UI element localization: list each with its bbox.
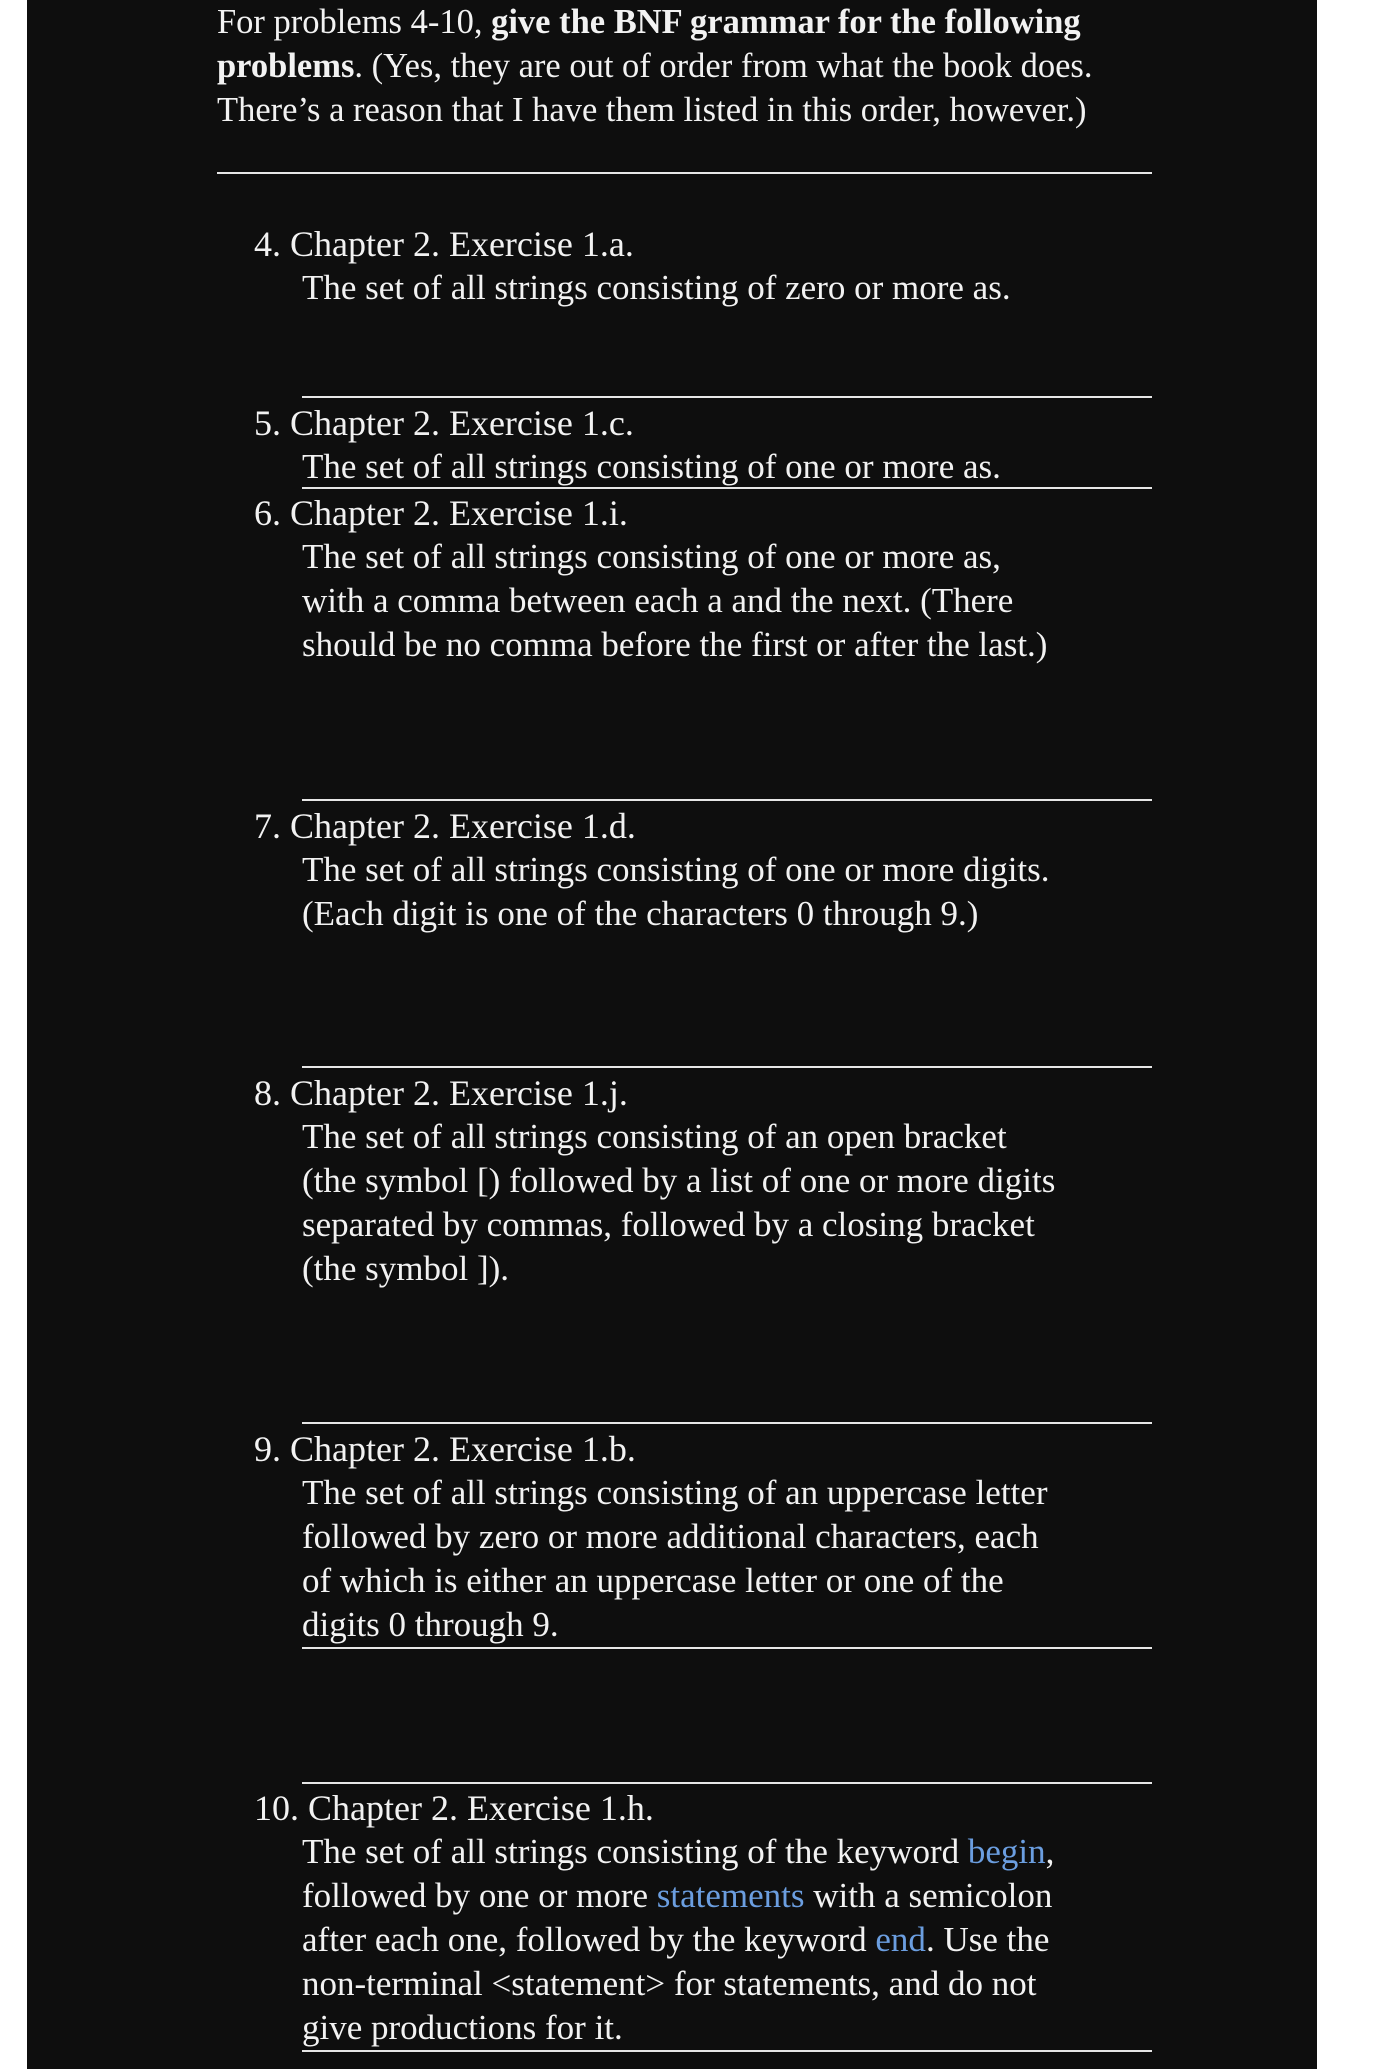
problem-6-heading: 6. Chapter 2. Exercise 1.i.	[254, 493, 628, 533]
problem-8-heading: 8. Chapter 2. Exercise 1.j.	[254, 1073, 628, 1113]
keyword-statements: statements	[656, 1876, 805, 1915]
answer-line-9	[302, 1647, 1152, 1649]
answer-line-intro	[217, 172, 1152, 174]
problem-10-heading: 10. Chapter 2. Exercise 1.h.	[254, 1788, 654, 1828]
problem-5-heading: 5. Chapter 2. Exercise 1.c.	[254, 403, 634, 443]
answer-line-8	[302, 1422, 1152, 1424]
answer-line-10	[302, 2050, 1152, 2052]
instructions-rest: . (Yes, they are out of order from what the book does. There’s a reason that I have them listed in this order, however.)	[217, 47, 1093, 129]
answer-line-9b	[302, 1782, 1152, 1784]
instructions-lead: For problems 4-10,	[217, 3, 492, 41]
problem-5-description: The set of all strings consisting of one or more as.	[302, 447, 1001, 486]
problem-9-description: The set of all strings consisting of an uppercase letter followed by zero or more additional characters, each of which is either an uppercase letter or one of the digits 0 through 9.	[302, 1473, 1048, 1644]
keyword-begin: begin	[967, 1832, 1046, 1871]
problem-10-description: The set of all strings consisting of the keyword begin, followed by one or more statements with a semicolon after each one, followed by the keyword end. Use the non-terminal <statement> for statements, and do not give productions for it.	[302, 1832, 1055, 2047]
problem-4-heading: 4. Chapter 2. Exercise 1.a.	[254, 224, 634, 264]
problem-4-description: The set of all strings consisting of zero or more as.	[302, 268, 1011, 307]
instructions-bold: give the BNF grammar for the following problems	[217, 3, 1081, 85]
answer-line-5	[302, 487, 1152, 489]
problem-7-description: The set of all strings consisting of one or more digits. (Each digit is one of the characters 0 through 9.)	[302, 850, 1050, 933]
problem-6-description: The set of all strings consisting of one or more as, with a comma between each a and the next. (There should be no comma before the first or after the last.)	[302, 537, 1048, 664]
answer-line-7	[302, 1066, 1152, 1068]
answer-line-6	[302, 799, 1152, 801]
answer-line-4	[302, 396, 1152, 398]
problem-9-heading: 9. Chapter 2. Exercise 1.b.	[254, 1429, 636, 1469]
document-page	[27, 0, 1317, 2069]
keyword-end: end	[875, 1920, 926, 1959]
problem-8-description: The set of all strings consisting of an open bracket (the symbol [) followed by a list of one or more digits separated by commas, followed by a closing bracket (the symbol ]).	[302, 1117, 1056, 1288]
instructions-paragraph	[217, 0, 1157, 132]
problem-7-heading: 7. Chapter 2. Exercise 1.d.	[254, 806, 636, 846]
